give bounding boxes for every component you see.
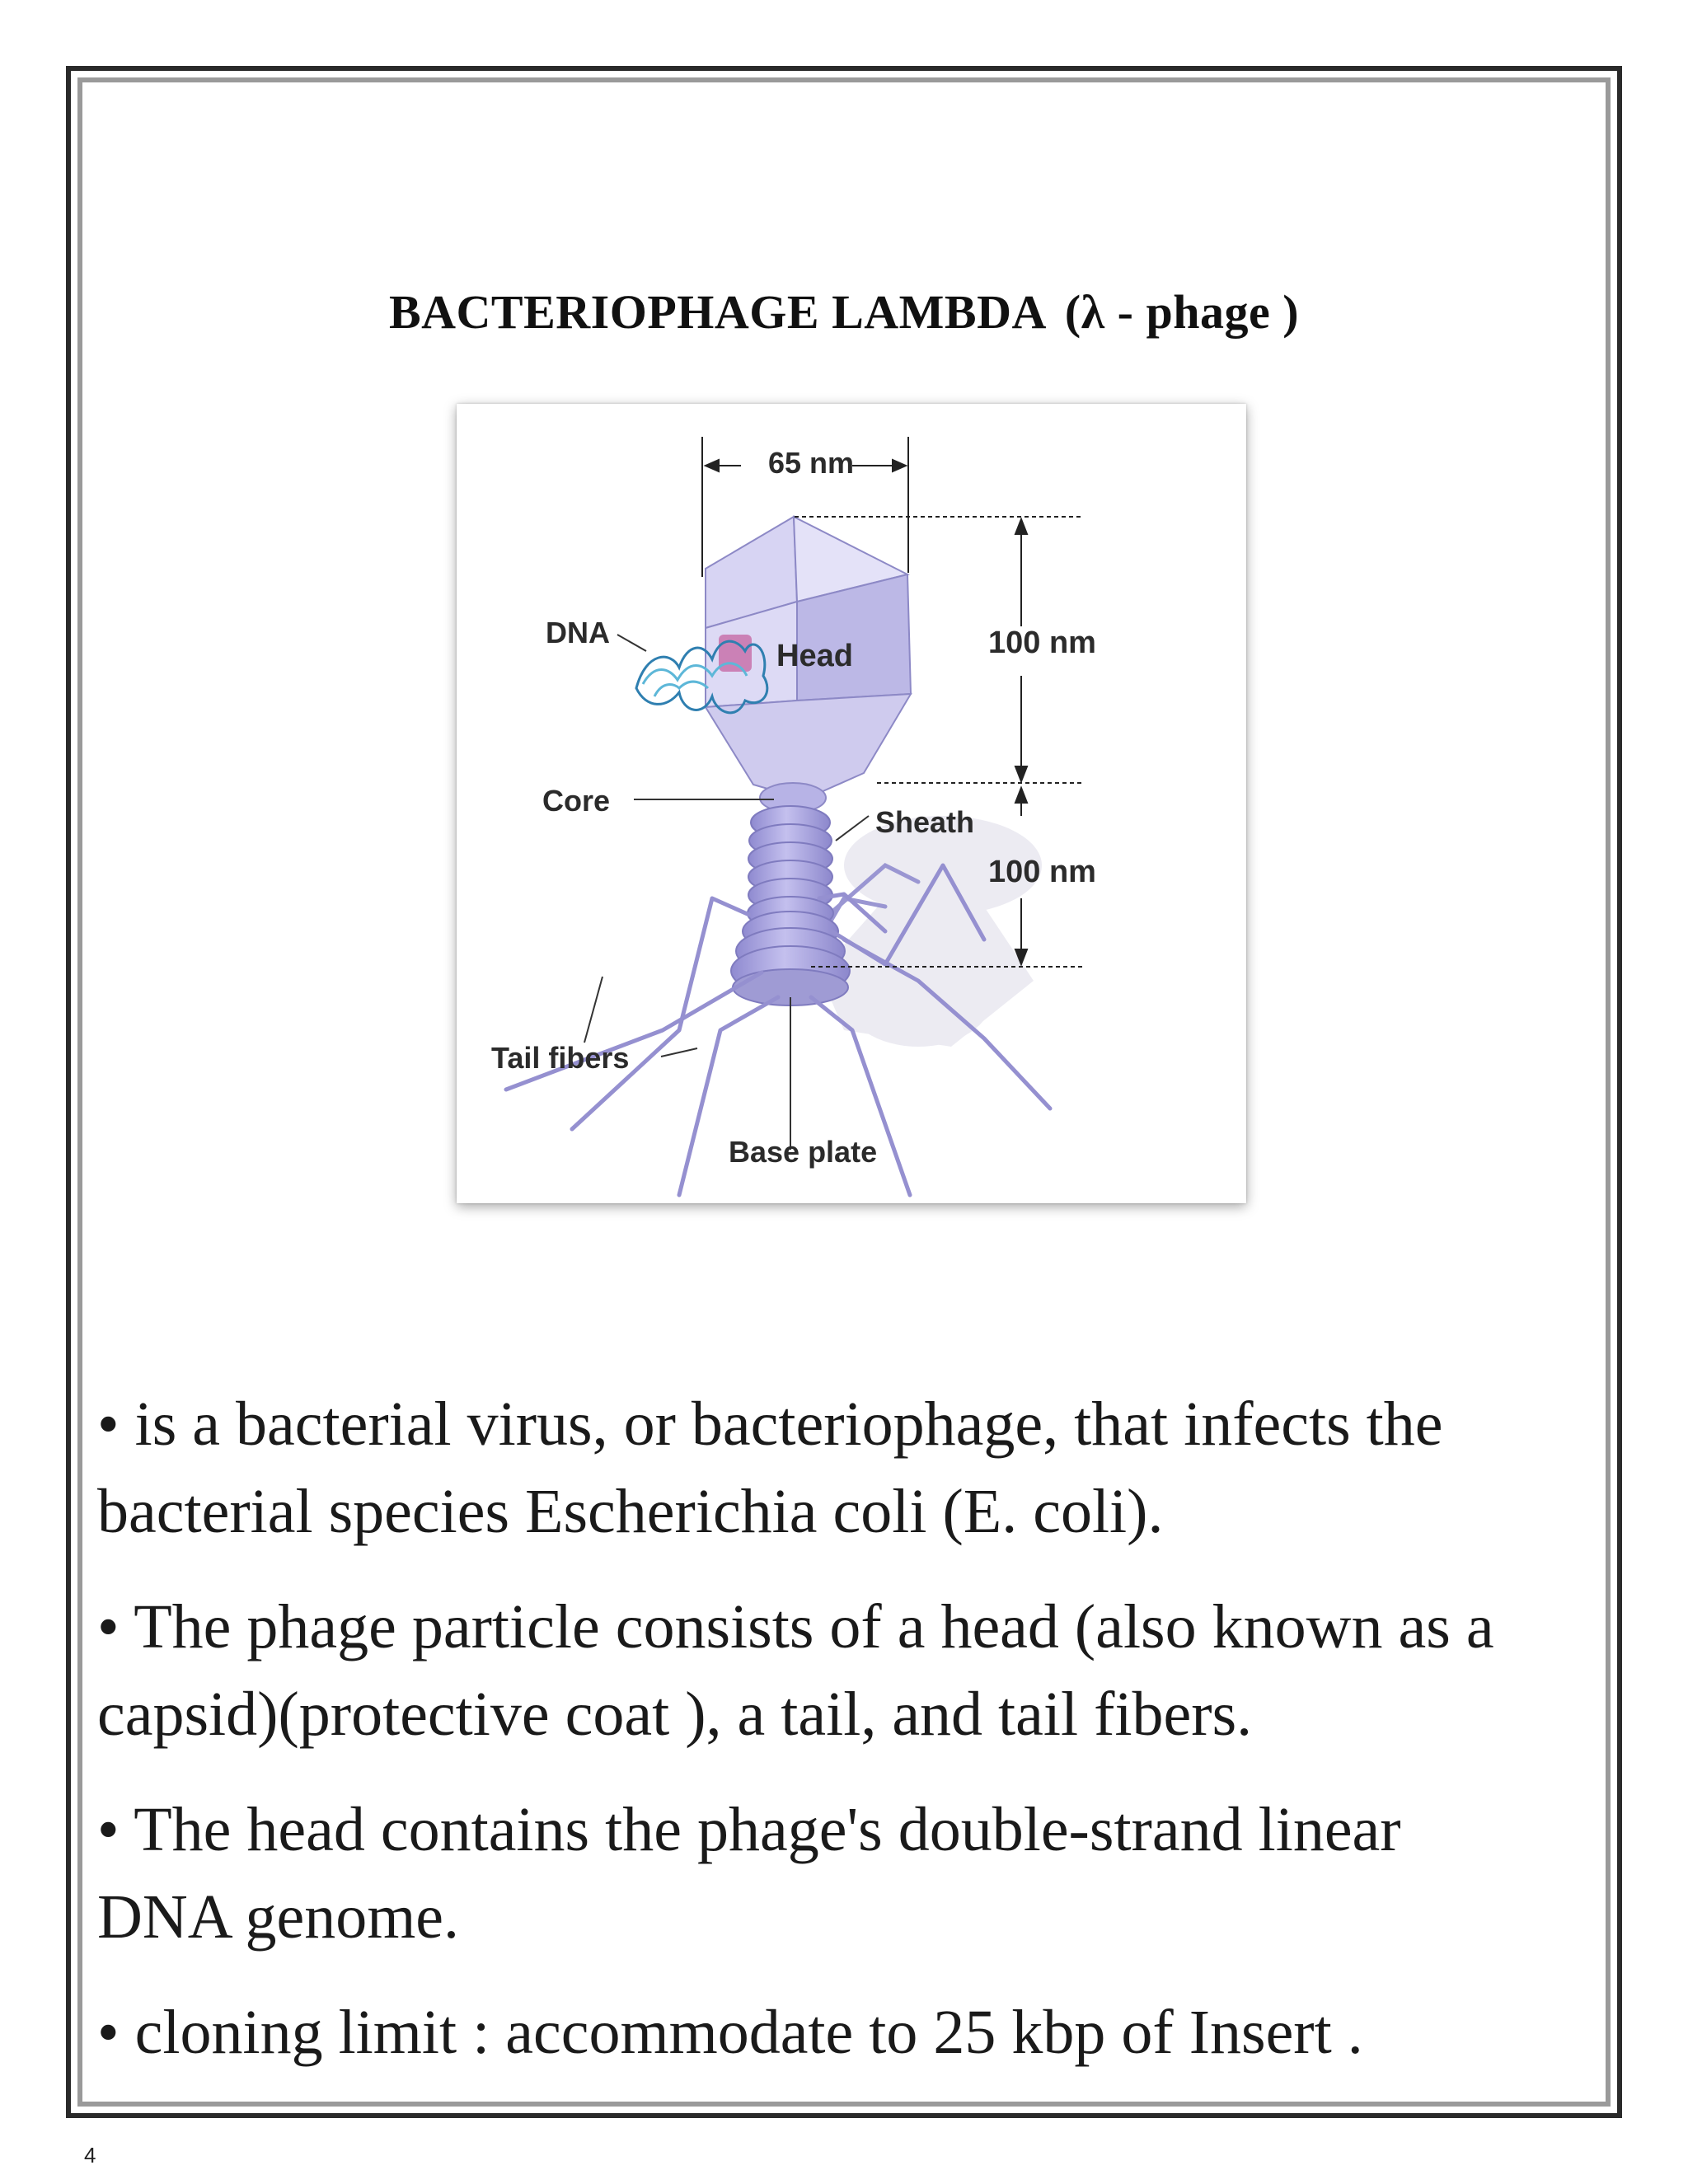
- bullet-list: [97, 1380, 1548, 2104]
- label-width: 65 nm: [767, 446, 855, 480]
- page-title: [82, 284, 1606, 340]
- label-sheath: Sheath: [875, 805, 975, 839]
- label-head: Head: [776, 639, 853, 673]
- label-tail-height: 100 nm: [988, 855, 1096, 889]
- bullet-item: • The phage particle consists of a head (also known as a capsid)(protective coat ), a tail, and tail fibers.: [97, 1592, 1494, 1749]
- phage-shadow: [819, 816, 1042, 1047]
- page-inner-border: [77, 77, 1611, 2107]
- title-suffix: (λ - phage ): [1064, 285, 1300, 339]
- page-number: 4: [84, 2143, 96, 2168]
- title-main: BACTERIOPHAGE LAMBDA: [388, 285, 1047, 339]
- bullet-item: • cloning limit : accommodate to 25 kbp of Insert .: [97, 1998, 1363, 2067]
- label-head-height: 100 nm: [988, 626, 1096, 660]
- phage-diagram: [457, 404, 1246, 1203]
- label-core: Core: [542, 784, 611, 818]
- bullet-item: • The head contains the phage's double-strand linear DNA genome.: [97, 1795, 1401, 1952]
- label-base-plate: Base plate: [729, 1135, 878, 1169]
- bullet-item: • is a bacterial virus, or bacteriophage, that infects the bacterial species Escherichia coli (E. coli).: [97, 1390, 1443, 1546]
- label-tail-fibers: Tail fibers: [491, 1041, 630, 1075]
- label-dna: DNA: [546, 616, 610, 649]
- tail-sheath: [731, 806, 850, 996]
- phage-diagram-svg: [457, 404, 1246, 1203]
- page-border: [66, 66, 1622, 2118]
